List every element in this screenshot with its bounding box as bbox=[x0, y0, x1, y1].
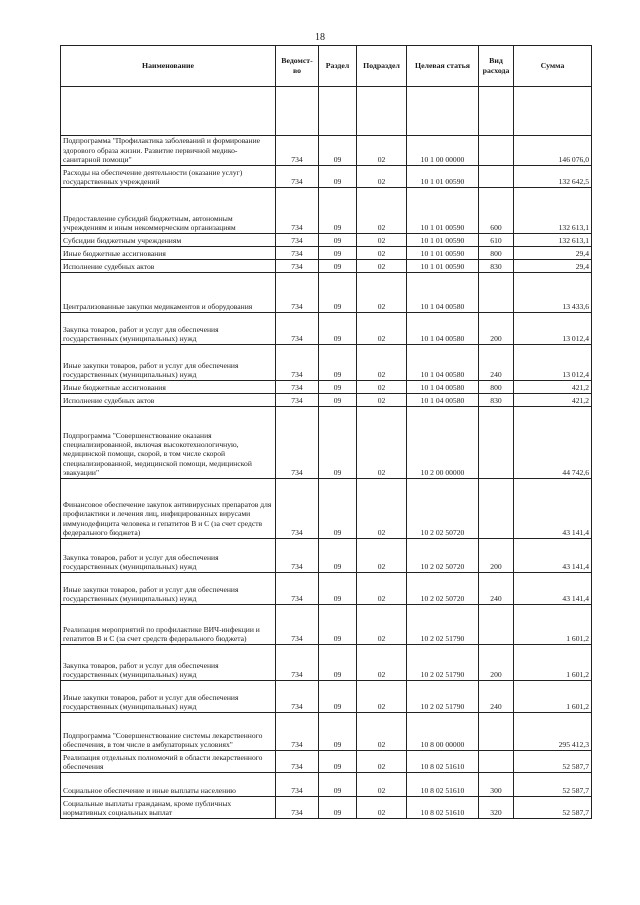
table-row bbox=[61, 681, 592, 713]
row-target: 10 1 04 00580 bbox=[407, 381, 479, 394]
row-name: Иные бюджетные ассигнования bbox=[61, 381, 276, 394]
row-dept: 734 bbox=[276, 247, 319, 260]
table-row bbox=[61, 313, 592, 345]
row-dept: 734 bbox=[276, 573, 319, 605]
row-sum: 43 141,4 bbox=[514, 539, 592, 573]
header-section: Раздел bbox=[319, 46, 357, 87]
row-subsection: 02 bbox=[357, 407, 407, 479]
row-dept: 734 bbox=[276, 273, 319, 313]
row-target: 10 1 04 00580 bbox=[407, 273, 479, 313]
row-dept: 734 bbox=[276, 539, 319, 573]
row-section: 09 bbox=[319, 645, 357, 681]
row-subsection: 02 bbox=[357, 713, 407, 751]
budget-table bbox=[60, 45, 592, 819]
row-dept: 734 bbox=[276, 407, 319, 479]
row-type: 600 bbox=[479, 188, 514, 234]
row-target: 10 8 02 51610 bbox=[407, 797, 479, 819]
row-target: 10 2 02 51790 bbox=[407, 605, 479, 645]
table-row bbox=[61, 573, 592, 605]
row-name: Подпрограмма "Совершенствование системы лекарственного обеспечения, в том числе в амбулаторных условиях" bbox=[61, 713, 276, 751]
row-subsection: 02 bbox=[357, 751, 407, 773]
row-dept: 734 bbox=[276, 166, 319, 188]
header-type: Вид расхода bbox=[479, 46, 514, 87]
row-section: 09 bbox=[319, 605, 357, 645]
row-dept: 734 bbox=[276, 773, 319, 797]
row-section: 09 bbox=[319, 681, 357, 713]
table-row bbox=[61, 188, 592, 234]
row-dept: 734 bbox=[276, 713, 319, 751]
row-type: 200 bbox=[479, 313, 514, 345]
table-row bbox=[61, 345, 592, 381]
table-row bbox=[61, 234, 592, 247]
row-section: 09 bbox=[319, 313, 357, 345]
row-dept: 734 bbox=[276, 136, 319, 166]
row-dept: 734 bbox=[276, 234, 319, 247]
row-dept: 734 bbox=[276, 381, 319, 394]
row-type: 200 bbox=[479, 645, 514, 681]
row-target: 10 1 01 00590 bbox=[407, 247, 479, 260]
row-dept: 734 bbox=[276, 313, 319, 345]
row-subsection: 02 bbox=[357, 539, 407, 573]
row-subsection: 02 bbox=[357, 573, 407, 605]
row-target: 10 2 02 51790 bbox=[407, 681, 479, 713]
row-section: 09 bbox=[319, 407, 357, 479]
row-type bbox=[479, 166, 514, 188]
row-subsection: 02 bbox=[357, 188, 407, 234]
header-dept: Ведомст-во bbox=[276, 46, 319, 87]
row-section: 09 bbox=[319, 381, 357, 394]
table-row bbox=[61, 539, 592, 573]
row-name: Иные закупки товаров, работ и услуг для обеспечения государственных (муниципальных) нужд bbox=[61, 345, 276, 381]
row-name: Закупка товаров, работ и услуг для обеспечения государственных (муниципальных) нужд bbox=[61, 539, 276, 573]
table-header-row bbox=[61, 46, 592, 87]
row-sum: 132 613,1 bbox=[514, 188, 592, 234]
row-section: 09 bbox=[319, 573, 357, 605]
row-target: 10 8 02 51610 bbox=[407, 773, 479, 797]
row-subsection: 02 bbox=[357, 136, 407, 166]
row-name: Централизованные закупки медикаментов и оборудования bbox=[61, 273, 276, 313]
row-target: 10 1 01 00590 bbox=[407, 260, 479, 273]
row-target: 10 2 02 51790 bbox=[407, 645, 479, 681]
row-sum: 421,2 bbox=[514, 381, 592, 394]
row-name: Иные закупки товаров, работ и услуг для обеспечения государственных (муниципальных) нужд bbox=[61, 681, 276, 713]
row-target: 10 2 02 50720 bbox=[407, 539, 479, 573]
row-type: 300 bbox=[479, 773, 514, 797]
row-sum: 132 613,1 bbox=[514, 234, 592, 247]
row-name: Социальные выплаты гражданам, кроме публичных нормативных социальных выплат bbox=[61, 797, 276, 819]
row-name: Исполнение судебных актов bbox=[61, 394, 276, 407]
row-sum: 1 601,2 bbox=[514, 681, 592, 713]
table-row bbox=[61, 713, 592, 751]
row-name: Подпрограмма "Совершенствование оказания специализированной, включая высокотехнологичную, медицинской помощи, скорой, в том числе скорой специализированной, медицинской помощи, медицинской эвакуации" bbox=[61, 407, 276, 479]
row-sum: 29,4 bbox=[514, 247, 592, 260]
row-target: 10 1 01 00590 bbox=[407, 166, 479, 188]
row-section: 09 bbox=[319, 797, 357, 819]
row-name: Финансовое обеспечение закупок антивирусных препаратов для профилактики и лечения лиц, инфицированных вирусами иммунодефицита человека и гепатитов В и С (за счет средств федерального бюджета) bbox=[61, 479, 276, 539]
row-name: Предоставление субсидий бюджетным, автономным учреждениям и иным некоммерческим организациям bbox=[61, 188, 276, 234]
row-type: 320 bbox=[479, 797, 514, 819]
row-target: 10 1 01 00590 bbox=[407, 188, 479, 234]
row-section: 09 bbox=[319, 273, 357, 313]
row-target: 10 1 04 00580 bbox=[407, 313, 479, 345]
row-name: Подпрограмма "Профилактика заболеваний и формирование здорового образа жизни. Развитие первичной медико-санитарной помощи" bbox=[61, 136, 276, 166]
row-dept: 734 bbox=[276, 260, 319, 273]
row-type: 800 bbox=[479, 247, 514, 260]
row-name: Иные бюджетные ассигнования bbox=[61, 247, 276, 260]
row-sum: 52 587,7 bbox=[514, 751, 592, 773]
table-row bbox=[61, 394, 592, 407]
row-section: 09 bbox=[319, 247, 357, 260]
row-subsection: 02 bbox=[357, 773, 407, 797]
page-number: 18 bbox=[315, 32, 325, 43]
row-section: 09 bbox=[319, 188, 357, 234]
row-sum: 421,2 bbox=[514, 394, 592, 407]
row-section: 09 bbox=[319, 166, 357, 188]
row-name: Закупка товаров, работ и услуг для обеспечения государственных (муниципальных) нужд bbox=[61, 313, 276, 345]
table-row bbox=[61, 605, 592, 645]
row-type bbox=[479, 751, 514, 773]
row-dept: 734 bbox=[276, 394, 319, 407]
row-sum: 13 012,4 bbox=[514, 313, 592, 345]
row-name: Исполнение судебных актов bbox=[61, 260, 276, 273]
row-dept: 734 bbox=[276, 681, 319, 713]
row-sum: 44 742,6 bbox=[514, 407, 592, 479]
header-target: Целевая статья bbox=[407, 46, 479, 87]
row-section: 09 bbox=[319, 479, 357, 539]
row-sum: 43 141,4 bbox=[514, 479, 592, 539]
row-type bbox=[479, 273, 514, 313]
header-sum: Сумма bbox=[514, 46, 592, 87]
row-sum: 52 587,7 bbox=[514, 797, 592, 819]
row-target: 10 2 00 00000 bbox=[407, 407, 479, 479]
row-name: Субсидии бюджетным учреждениям bbox=[61, 234, 276, 247]
row-target: 10 8 00 00000 bbox=[407, 713, 479, 751]
row-name: Закупка товаров, работ и услуг для обеспечения государственных (муниципальных) нужд bbox=[61, 645, 276, 681]
row-dept: 734 bbox=[276, 479, 319, 539]
row-target: 10 2 02 50720 bbox=[407, 573, 479, 605]
table-row bbox=[61, 797, 592, 819]
table-row bbox=[61, 773, 592, 797]
row-section: 09 bbox=[319, 136, 357, 166]
table-row bbox=[61, 479, 592, 539]
table-row bbox=[61, 260, 592, 273]
row-sum: 43 141,4 bbox=[514, 573, 592, 605]
row-subsection: 02 bbox=[357, 797, 407, 819]
row-subsection: 02 bbox=[357, 681, 407, 713]
row-section: 09 bbox=[319, 751, 357, 773]
row-type: 800 bbox=[479, 381, 514, 394]
row-sum: 146 076,0 bbox=[514, 136, 592, 166]
row-dept: 734 bbox=[276, 645, 319, 681]
table-row bbox=[61, 407, 592, 479]
row-dept: 734 bbox=[276, 188, 319, 234]
row-name: Реализация мероприятий по профилактике ВИЧ-инфекции и гепатитов В и С (за счет средств федерального бюджета) bbox=[61, 605, 276, 645]
row-name: Расходы на обеспечение деятельности (оказание услуг) государственных учреждений bbox=[61, 166, 276, 188]
table-row bbox=[61, 136, 592, 166]
row-section: 09 bbox=[319, 345, 357, 381]
row-subsection: 02 bbox=[357, 260, 407, 273]
table-row bbox=[61, 645, 592, 681]
row-section: 09 bbox=[319, 234, 357, 247]
row-target: 10 8 02 51610 bbox=[407, 751, 479, 773]
row-dept: 734 bbox=[276, 797, 319, 819]
row-type: 200 bbox=[479, 539, 514, 573]
table-row bbox=[61, 751, 592, 773]
row-subsection: 02 bbox=[357, 166, 407, 188]
row-subsection: 02 bbox=[357, 394, 407, 407]
table-row bbox=[61, 381, 592, 394]
row-name: Иные закупки товаров, работ и услуг для обеспечения государственных (муниципальных) нужд bbox=[61, 573, 276, 605]
row-name: Социальное обеспечение и иные выплаты населению bbox=[61, 773, 276, 797]
row-subsection: 02 bbox=[357, 381, 407, 394]
row-subsection: 02 bbox=[357, 273, 407, 313]
row-dept: 734 bbox=[276, 751, 319, 773]
row-type bbox=[479, 407, 514, 479]
row-type: 240 bbox=[479, 573, 514, 605]
row-section: 09 bbox=[319, 713, 357, 751]
row-sum: 295 412,3 bbox=[514, 713, 592, 751]
row-type bbox=[479, 136, 514, 166]
row-sum: 13 012,4 bbox=[514, 345, 592, 381]
row-sum: 1 601,2 bbox=[514, 645, 592, 681]
row-section: 09 bbox=[319, 394, 357, 407]
table-row bbox=[61, 247, 592, 260]
row-type: 830 bbox=[479, 260, 514, 273]
row-type: 830 bbox=[479, 394, 514, 407]
row-dept: 734 bbox=[276, 605, 319, 645]
row-target: 10 2 02 50720 bbox=[407, 479, 479, 539]
row-dept: 734 bbox=[276, 345, 319, 381]
row-sum: 1 601,2 bbox=[514, 605, 592, 645]
row-target: 10 1 04 00580 bbox=[407, 394, 479, 407]
row-subsection: 02 bbox=[357, 247, 407, 260]
row-type: 240 bbox=[479, 345, 514, 381]
row-subsection: 02 bbox=[357, 345, 407, 381]
spacer-row bbox=[61, 87, 592, 136]
table-row bbox=[61, 166, 592, 188]
row-section: 09 bbox=[319, 773, 357, 797]
row-subsection: 02 bbox=[357, 313, 407, 345]
row-type bbox=[479, 713, 514, 751]
row-subsection: 02 bbox=[357, 645, 407, 681]
row-section: 09 bbox=[319, 539, 357, 573]
row-sum: 13 433,6 bbox=[514, 273, 592, 313]
row-subsection: 02 bbox=[357, 605, 407, 645]
row-name: Реализация отдельных полномочий в области лекарственного обеспечения bbox=[61, 751, 276, 773]
row-target: 10 1 04 00580 bbox=[407, 345, 479, 381]
row-subsection: 02 bbox=[357, 234, 407, 247]
row-target: 10 1 00 00000 bbox=[407, 136, 479, 166]
row-sum: 52 587,7 bbox=[514, 773, 592, 797]
row-sum: 132 642,5 bbox=[514, 166, 592, 188]
row-subsection: 02 bbox=[357, 479, 407, 539]
row-type bbox=[479, 479, 514, 539]
row-type: 240 bbox=[479, 681, 514, 713]
header-subsection: Подраздел bbox=[357, 46, 407, 87]
row-target: 10 1 01 00590 bbox=[407, 234, 479, 247]
row-section: 09 bbox=[319, 260, 357, 273]
row-type bbox=[479, 605, 514, 645]
header-name: Наименование bbox=[61, 46, 276, 87]
row-sum: 29,4 bbox=[514, 260, 592, 273]
row-type: 610 bbox=[479, 234, 514, 247]
table-row bbox=[61, 273, 592, 313]
